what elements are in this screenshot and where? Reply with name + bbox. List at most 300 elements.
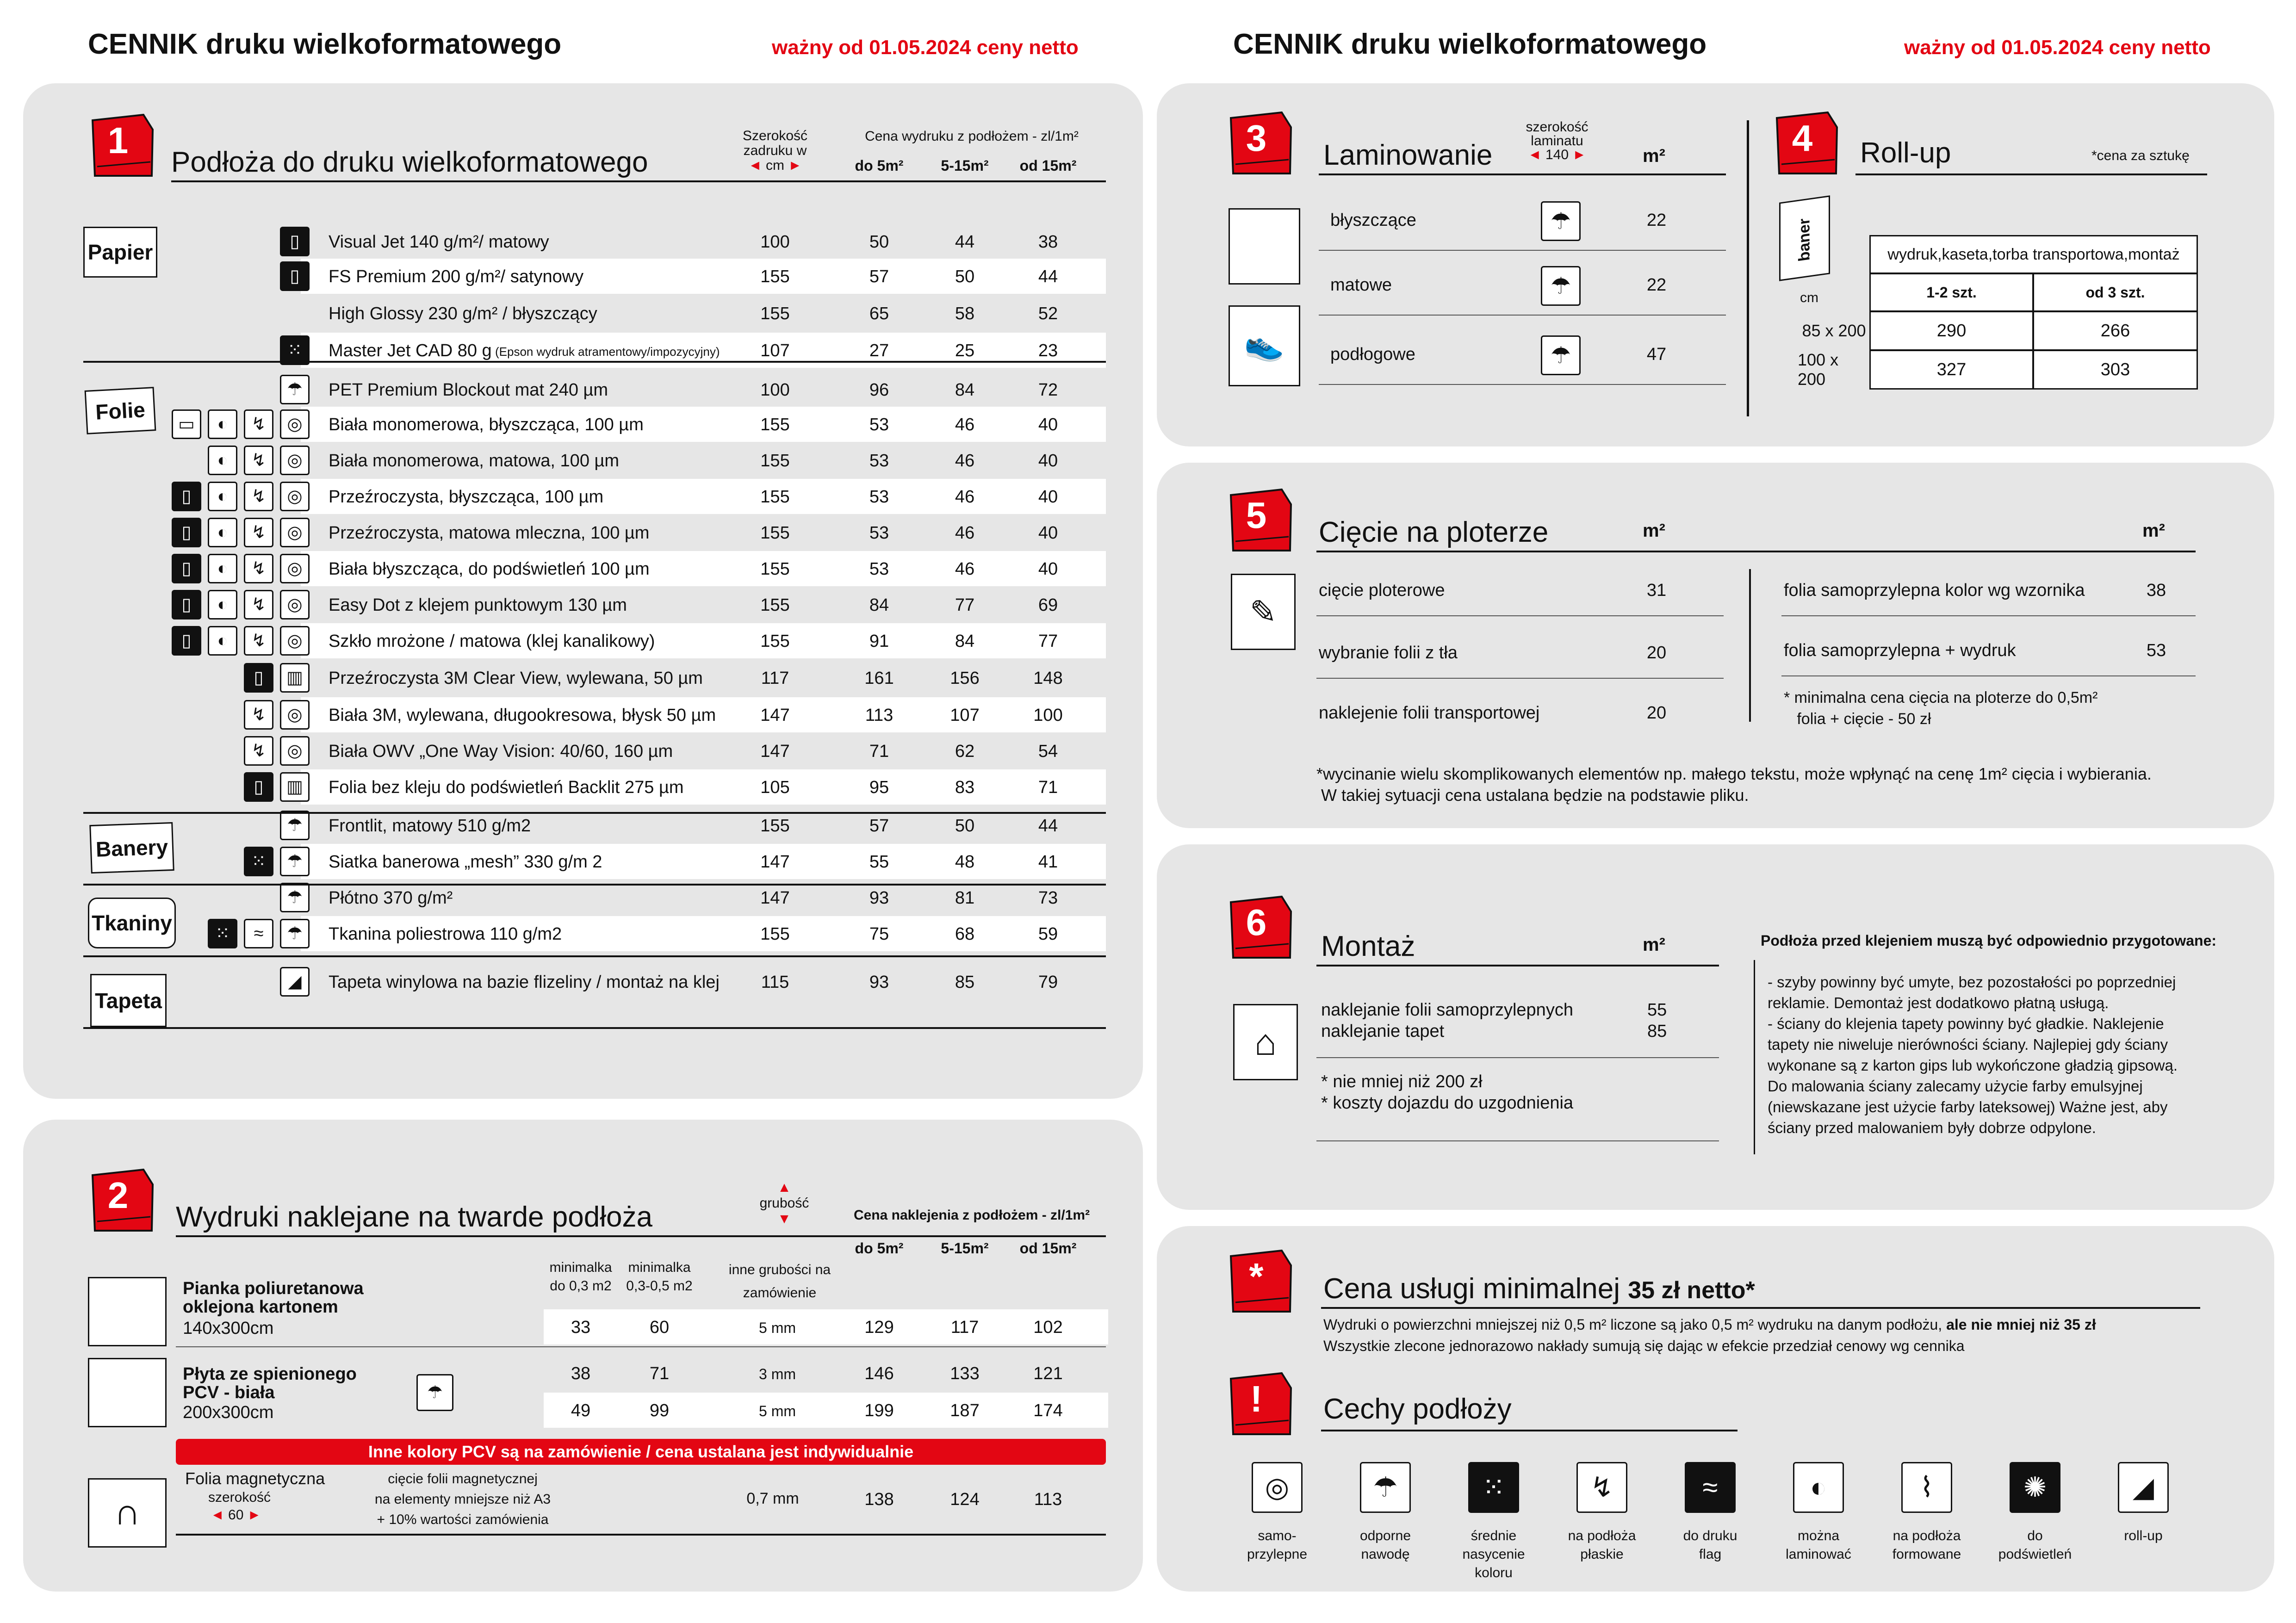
group-rule xyxy=(83,955,1106,957)
pvc5-p2: 187 xyxy=(950,1401,980,1420)
legend-item xyxy=(1876,1462,1978,1564)
substrate-width: 155 xyxy=(760,632,790,651)
s6-rule xyxy=(1316,965,1719,966)
substrate-feature-icon: ▯ xyxy=(244,772,273,802)
substrate-width: 155 xyxy=(760,924,790,944)
substrate-name: Visual Jet 140 g/m²/ matowy xyxy=(329,232,549,252)
substrate-feature-icon: ☂ xyxy=(280,919,310,948)
pvc5-thick: 5 mm xyxy=(759,1403,796,1419)
substrate-name: Folia bez kleju do podświetleń Backlit 275 µm xyxy=(329,778,684,797)
substrate-name: Przeźroczysta, matowa mleczna, 100 µm xyxy=(329,523,650,543)
pvc5-p3: 174 xyxy=(1033,1401,1063,1420)
price-od15: 40 xyxy=(1038,487,1058,507)
substrate-feature-icon: ◐ xyxy=(208,590,237,619)
foam-p1: 129 xyxy=(864,1318,894,1337)
pvc3-min2: 71 xyxy=(649,1364,670,1383)
pvc-board-icon xyxy=(88,1358,167,1427)
prep-text xyxy=(1768,972,2178,1138)
plotter-price: 53 xyxy=(2146,641,2166,660)
rollup-unit: cm xyxy=(1800,290,1818,305)
rollup-size: 100 x 200 xyxy=(1798,350,1839,389)
price-od15: 72 xyxy=(1038,380,1058,400)
legend-label: flag xyxy=(1699,1547,1722,1562)
price-5-15: 84 xyxy=(955,632,975,651)
rollup-size: 85 x 200 xyxy=(1802,321,1866,340)
backlit-icon: ✺ xyxy=(2010,1462,2060,1513)
section-8-badge: ! xyxy=(1226,1369,1296,1439)
substrate-feature-icon: ▯ xyxy=(280,261,310,291)
col-min2: minimalka 0,3-0,5 m2 xyxy=(626,1260,693,1294)
ladder-icon: ⌂ xyxy=(1233,1004,1298,1080)
substrate-subnote: (Epson wydruk atramentowy/impozycyjny) xyxy=(495,345,720,359)
price-do5: 53 xyxy=(869,451,889,471)
plotter-unit-right: m² xyxy=(2142,520,2165,541)
substrate-name: Tapeta winylowa na bazie flizeliny / montaż na klej xyxy=(329,973,720,992)
minimum-text: Wydruki o powierzchni mniejszej niż 0,5 m² liczone są jako 0,5 m² wydruku na danym podłożu, ale nie mniej niż 35 zł Wszystkie zlecone jednorazowo nakłady sumują się dając w efekcie przedział cenowy wg cennika xyxy=(1323,1316,2096,1354)
price-do5: 57 xyxy=(869,267,889,286)
s3-rule xyxy=(1319,173,1726,175)
price-od15: 40 xyxy=(1038,523,1058,543)
mag-rule xyxy=(176,1534,1106,1536)
price-do5: 53 xyxy=(869,415,889,434)
col-min1: minimalka do 0,3 m2 xyxy=(549,1260,612,1294)
prep-line: ściany przed malowaniem były dobrze odpylone. xyxy=(1768,1119,2096,1136)
substrate-width: 147 xyxy=(760,888,790,908)
adhesive-icon: ◎ xyxy=(1252,1462,1303,1513)
substrate-feature-icon: ⁙ xyxy=(280,335,310,365)
pvc-name: Płyta ze spienionego PCV - biała xyxy=(183,1364,357,1402)
foam-board-icon xyxy=(88,1277,167,1346)
section-4-badge: 4 xyxy=(1772,109,1842,178)
mag-width-label: szerokość xyxy=(208,1490,271,1505)
pvc5-min1: 49 xyxy=(571,1401,591,1420)
section-3-title: Laminowanie xyxy=(1323,139,1493,171)
section-5-title: Cięcie na ploterze xyxy=(1319,516,1549,548)
legend-label: płaskie xyxy=(1580,1547,1624,1562)
category-banery: Banery xyxy=(89,822,174,873)
panel-minimum xyxy=(1157,1226,2274,1592)
substrate-name: High Glossy 230 g/m² / błyszczący xyxy=(329,304,597,323)
price-do5: 55 xyxy=(869,852,889,872)
mounting-rows: naklejanie folii samoprzylepnych naklejanie tapet xyxy=(1321,1000,1573,1041)
pvc3-p2: 133 xyxy=(950,1364,980,1383)
plotter-rule xyxy=(1781,675,2196,676)
substrate-feature-icon: ↯ xyxy=(244,736,273,766)
price-od15: 54 xyxy=(1038,742,1058,761)
price-do5: 161 xyxy=(864,669,894,688)
panel-mounting xyxy=(1157,844,2274,1210)
shaped-surface-icon: ⌇ xyxy=(1901,1462,1952,1513)
laminate-name: matowe xyxy=(1330,275,1392,295)
legend-label: roll-up xyxy=(2124,1528,2163,1543)
s4-rule xyxy=(1855,173,2207,175)
plotter-price: 20 xyxy=(1646,703,1667,723)
plotter-rule xyxy=(1316,678,1724,679)
substrate-feature-icon: ◎ xyxy=(280,700,310,730)
group-rule xyxy=(83,884,1106,886)
substrate-width: 147 xyxy=(760,706,790,725)
mounting-unit: m² xyxy=(1643,935,1665,955)
plotter-service: wybranie folii z tła xyxy=(1319,643,1458,663)
substrate-feature-icon: ◎ xyxy=(280,446,310,475)
section-5-badge: 5 xyxy=(1226,486,1296,555)
substrate-name: Płótno 370 g/m² xyxy=(329,888,453,908)
pvc3-p1: 146 xyxy=(864,1364,894,1383)
price-do5: 113 xyxy=(865,706,894,725)
rollup-col2: od 3 szt. xyxy=(2033,273,2198,312)
rollup-note: *cena za sztukę xyxy=(2091,148,2190,163)
panel-substrates xyxy=(23,83,1143,1099)
col-price-header: Cena wydruku z podłożem - zl/1m² xyxy=(865,129,1079,144)
price-5-15: 85 xyxy=(955,973,975,992)
price-5-15: 156 xyxy=(950,669,980,688)
laminate-unit: m² xyxy=(1643,146,1665,166)
price-od15: 44 xyxy=(1038,816,1058,836)
section-7-title: Cena usługi minimalnej 35 zł netto* xyxy=(1323,1273,1755,1305)
price-do5: 93 xyxy=(869,888,889,908)
legend-item xyxy=(1551,1462,1653,1564)
substrate-feature-icon: ◢ xyxy=(280,967,310,997)
rollup-icon: baner xyxy=(1779,195,1830,281)
pvc-colors-note: Inne kolory PCV są na zamówienie / cena ustalana jest indywidualnie xyxy=(176,1439,1106,1465)
category-tapeta: Tapeta xyxy=(90,974,167,1027)
rollup-col1: 1-2 szt. xyxy=(1869,273,2034,312)
legend-label: odporne xyxy=(1359,1528,1411,1543)
price-5-15: 46 xyxy=(955,451,975,471)
laminate-name: podłogowe xyxy=(1330,345,1415,364)
price-5-15: 68 xyxy=(955,924,975,944)
laminate-rule xyxy=(1319,384,1726,385)
section-3-badge: 3 xyxy=(1226,109,1296,178)
mounting-prices: 55 85 xyxy=(1647,1000,1667,1041)
substrate-feature-icon: ▯ xyxy=(172,626,201,656)
substrate-feature-icon: ◐ xyxy=(208,626,237,656)
legend-label: na podłoża xyxy=(1568,1528,1636,1543)
price-do5: 71 xyxy=(869,742,889,761)
substrate-feature-icon: ▯ xyxy=(172,554,201,583)
price-5-15: 107 xyxy=(950,706,980,725)
rollup-price: 303 xyxy=(2033,350,2198,390)
col-thickness: ▲ grubość ▼ xyxy=(759,1180,809,1227)
prep-line: tapety nie niweluje nierówności ściany. Najlepiej gdy ściany xyxy=(1768,1036,2168,1053)
weatherproof-icon: ☂ xyxy=(416,1374,453,1411)
header-rule xyxy=(171,180,1106,182)
validity-left: ważny od 01.05.2024 ceny netto xyxy=(772,36,1079,59)
col-do5: do 5m² xyxy=(855,157,904,174)
price-5-15: 46 xyxy=(955,415,975,434)
pvc3-p3: 121 xyxy=(1033,1364,1063,1383)
price-od15: 23 xyxy=(1038,341,1058,360)
foam-thick: 5 mm xyxy=(759,1319,796,1336)
price-do5: 57 xyxy=(869,816,889,836)
rollup-price: 327 xyxy=(1869,350,2034,390)
saturation-icon: ⁙ xyxy=(1468,1462,1519,1513)
substrate-name: Tkanina poliestrowa 110 g/m2 xyxy=(329,924,562,944)
foam-size: 140x300cm xyxy=(183,1319,274,1338)
group-rule xyxy=(83,361,1106,363)
weatherproof-icon: ☂ xyxy=(1541,201,1581,241)
substrate-feature-icon: ☂ xyxy=(280,375,310,404)
substrate-feature-icon: ◐ xyxy=(208,482,237,511)
substrate-name: Przeźroczysta, błyszcząca, 100 µm xyxy=(329,487,604,507)
magnet-icon: ∩ xyxy=(88,1478,167,1548)
s5-rule xyxy=(1316,551,2196,552)
plotter-unit-left: m² xyxy=(1643,520,1665,541)
substrate-width: 105 xyxy=(760,778,790,797)
s2-rule xyxy=(176,1235,1106,1237)
substrate-name: Frontlit, matowy 510 g/m2 xyxy=(329,816,531,836)
substrate-width: 155 xyxy=(760,559,790,579)
legend-label: laminować xyxy=(1786,1547,1851,1562)
col-width-header: Szerokość zadruku w ◄ cm ► xyxy=(742,128,808,173)
plotter-service: naklejenie folii transportowej xyxy=(1319,703,1540,723)
price-5-15: 50 xyxy=(955,267,975,286)
col-od15: od 15m² xyxy=(1019,157,1077,174)
legend-item xyxy=(1443,1462,1545,1582)
s6-rule2 xyxy=(1316,1057,1719,1058)
section-2-title: Wydruki naklejane na twarde podłoża xyxy=(176,1201,652,1233)
legend-label: nawodę xyxy=(1361,1547,1410,1562)
substrate-width: 155 xyxy=(760,451,790,471)
price-do5: 53 xyxy=(869,559,889,579)
price-5-15: 84 xyxy=(955,380,975,400)
substrate-feature-icon: ☂ xyxy=(280,847,310,876)
price-do5: 91 xyxy=(869,632,889,651)
substrate-feature-icon: ▥ xyxy=(280,663,310,693)
price-do5: 95 xyxy=(869,778,889,797)
pvc3-min1: 38 xyxy=(571,1364,591,1383)
substrate-width: 155 xyxy=(760,523,790,543)
rollup-price: 290 xyxy=(1869,311,2034,351)
category-folie: Folie xyxy=(85,387,156,434)
weatherproof-icon: ☂ xyxy=(1360,1462,1411,1513)
substrate-width: 155 xyxy=(760,267,790,286)
substrate-width: 147 xyxy=(760,852,790,872)
roll-up-icon: ◢ xyxy=(2118,1462,2169,1513)
legend-label: na podłoża xyxy=(1893,1528,1961,1543)
substrate-name: Biała błyszcząca, do podświetleń 100 µm xyxy=(329,559,650,579)
substrate-name: Easy Dot z klejem punktowym 130 µm xyxy=(329,595,627,615)
prep-line: reklamie. Demontaż jest dodatkowo płatną usługą. xyxy=(1768,994,2109,1011)
price-5-15: 48 xyxy=(955,852,975,872)
price-5-15: 83 xyxy=(955,778,975,797)
prep-line: wykonane są z karton gips lub wykończone gładzią gipsową. xyxy=(1768,1057,2178,1074)
price-od15: 69 xyxy=(1038,595,1058,615)
weatherproof-icon: ☂ xyxy=(1541,335,1581,375)
substrate-width: 155 xyxy=(760,816,790,836)
prep-line: - szyby powinny być umyte, bez pozostałości po poprzedniej xyxy=(1768,973,2176,991)
substrate-feature-icon: ▭ xyxy=(172,409,201,439)
validity-right: ważny od 01.05.2024 ceny netto xyxy=(1904,36,2211,59)
substrate-feature-icon: ↯ xyxy=(244,554,273,583)
substrate-name: Biała 3M, wylewana, długookresowa, błysk 50 µm xyxy=(329,706,716,725)
panel-rigid xyxy=(23,1120,1143,1592)
substrate-name: PET Premium Blockout mat 240 µm xyxy=(329,380,608,400)
plotter-min-note: * minimalna cena cięcia na ploterze do 0,5m² folia + cięcie - 50 zł xyxy=(1784,689,2098,728)
substrate-feature-icon: ◎ xyxy=(280,518,310,547)
price-5-15: 46 xyxy=(955,559,975,579)
prep-line: - ściany do klejenia tapety powinny być gładkie. Naklejenie xyxy=(1768,1015,2164,1032)
price-od15: 52 xyxy=(1038,304,1058,323)
plotter-material: folia samoprzylepna kolor wg wzornika xyxy=(1784,581,2085,600)
substrate-feature-icon: ◐ xyxy=(208,409,237,439)
mag-p2: 124 xyxy=(950,1490,980,1509)
price-do5: 75 xyxy=(869,924,889,944)
substrate-feature-icon: ◎ xyxy=(280,554,310,583)
legend-label: koloru xyxy=(1475,1565,1513,1580)
legend-item xyxy=(1334,1462,1436,1564)
price-od15: 148 xyxy=(1033,669,1063,688)
price-5-15: 58 xyxy=(955,304,975,323)
foam-rule xyxy=(176,1346,1106,1347)
price-od15: 79 xyxy=(1038,973,1058,992)
legend-label: nasycenie xyxy=(1462,1547,1525,1562)
plotter-rule xyxy=(1781,615,2196,616)
price-od15: 73 xyxy=(1038,888,1058,908)
price-od15: 40 xyxy=(1038,451,1058,471)
substrate-name: Siatka banerowa „mesh” 330 g/m 2 xyxy=(329,852,602,872)
substrate-width: 155 xyxy=(760,487,790,507)
price-od15: 40 xyxy=(1038,559,1058,579)
mag-p3: 113 xyxy=(1034,1490,1062,1509)
glossy-icon xyxy=(1229,208,1300,285)
substrate-width: 155 xyxy=(760,304,790,323)
legend-label: do druku xyxy=(1683,1528,1738,1543)
substrate-feature-icon: ↯ xyxy=(244,518,273,547)
plotter-material: folia samoprzylepna + wydruk xyxy=(1784,641,2016,660)
plotter-rule xyxy=(1316,615,1724,616)
substrate-name: Szkło mrożone / matowa (klej kanalikowy) xyxy=(329,632,655,651)
price-do5: 53 xyxy=(869,487,889,507)
foam-p2: 117 xyxy=(950,1318,979,1337)
section-1-badge: 1 xyxy=(88,111,157,180)
substrate-feature-icon: ⁙ xyxy=(208,919,237,948)
price-od15: 71 xyxy=(1038,778,1058,797)
substrate-feature-icon: ☂ xyxy=(280,811,310,840)
page-title-right: CENNIK druku wielkoformatowego xyxy=(1233,28,1707,60)
section-7-badge: * xyxy=(1226,1247,1296,1316)
foam-min2: 60 xyxy=(649,1318,670,1337)
group-rule xyxy=(83,812,1106,814)
price-od15: 41 xyxy=(1038,852,1058,872)
legend-label: średnie xyxy=(1471,1528,1517,1543)
laminate-price: 22 xyxy=(1646,211,1667,230)
price-do5: 50 xyxy=(869,232,889,252)
plotter-footnote: *wycinanie wielu skomplikowanych elementów np. małego tekstu, może wpłynąć na cenę 1m² cięcia i wybierania. W takiej sytuacji cena ustalana będzie na podstawie pliku. xyxy=(1316,764,2152,805)
plotter-price: 31 xyxy=(1646,581,1667,600)
substrate-feature-icon: ▯ xyxy=(172,482,201,511)
legend-item xyxy=(1768,1462,1869,1564)
flat-surface-icon: ↯ xyxy=(1576,1462,1627,1513)
substrate-feature-icon: ◎ xyxy=(280,590,310,619)
section-4-title: Roll-up xyxy=(1860,137,1951,169)
s2-col-price: Cena naklejenia z podłożem - zl/1m² xyxy=(853,1208,1090,1223)
s3-s4-divider xyxy=(1747,120,1749,416)
s5-divider xyxy=(1749,569,1751,722)
substrate-feature-icon: ↯ xyxy=(244,446,273,475)
substrate-feature-icon: ▯ xyxy=(172,518,201,547)
price-od15: 40 xyxy=(1038,415,1058,434)
substrate-feature-icon: ☂ xyxy=(280,883,310,912)
price-5-15: 46 xyxy=(955,487,975,507)
legend-item xyxy=(1226,1462,1328,1564)
s2-col-5-15: 5-15m² xyxy=(941,1240,989,1257)
s7-rule xyxy=(1321,1307,2200,1309)
price-5-15: 62 xyxy=(955,742,975,761)
plotter-service: cięcie ploterowe xyxy=(1319,581,1445,600)
price-do5: 65 xyxy=(869,304,889,323)
legend-item xyxy=(1659,1462,1761,1564)
substrate-feature-icon: ↯ xyxy=(244,482,273,511)
legend-label: można xyxy=(1797,1528,1840,1543)
plotter-price: 38 xyxy=(2146,581,2166,600)
substrate-feature-icon: ◐ xyxy=(208,518,237,547)
price-5-15: 25 xyxy=(955,341,975,360)
substrate-width: 115 xyxy=(761,973,789,992)
substrate-feature-icon: ◎ xyxy=(280,736,310,766)
section-6-badge: 6 xyxy=(1226,893,1296,962)
substrate-name: Biała monomerowa, matowa, 100 µm xyxy=(329,451,620,471)
s6-divider xyxy=(1754,960,1755,1154)
substrate-feature-icon: ▥ xyxy=(280,772,310,802)
legend-label: przylepne xyxy=(1247,1547,1308,1562)
substrate-width: 100 xyxy=(760,232,790,252)
laminate-icon: ◐ xyxy=(1793,1462,1844,1513)
prep-title: Podłoża przed klejeniem muszą być odpowiednio przygotowane: xyxy=(1761,932,2217,949)
foam-name: Pianka poliuretanowa oklejona kartonem xyxy=(183,1279,364,1317)
substrate-feature-icon: ↯ xyxy=(244,590,273,619)
section-6-title: Montaż xyxy=(1321,930,1415,962)
mounting-notes: * nie mniej niż 200 zł * koszty dojazdu do uzgodnienia xyxy=(1321,1072,1574,1113)
section-2-badge: 2 xyxy=(88,1166,157,1235)
price-5-15: 50 xyxy=(955,816,975,836)
plotter-price: 20 xyxy=(1646,643,1667,663)
mag-p1: 138 xyxy=(864,1490,894,1509)
s2-col-do5: do 5m² xyxy=(855,1240,904,1257)
flag-icon: ≈ xyxy=(1685,1462,1736,1513)
substrate-feature-icon: ◐ xyxy=(208,446,237,475)
legend-label: samo- xyxy=(1258,1528,1297,1543)
mag-name: Folia magnetyczna xyxy=(185,1469,325,1488)
legend-label: formowane xyxy=(1892,1547,1961,1562)
section-8-title: Cechy podłoży xyxy=(1323,1393,1512,1425)
section-1-title: Podłoża do druku wielkoformatowego xyxy=(171,146,648,178)
substrate-feature-icon: ◐ xyxy=(208,554,237,583)
substrate-name: Biała monomerowa, błyszcząca, 100 µm xyxy=(329,415,644,434)
legend-item xyxy=(2092,1462,2194,1545)
mag-width: ◄ 60 ► xyxy=(211,1507,261,1523)
substrate-name: Przeźroczysta 3M Clear View, wylewana, 50 µm xyxy=(329,669,703,688)
shoe-icon: 👟 xyxy=(1229,305,1300,386)
substrate-width: 155 xyxy=(760,415,790,434)
substrate-feature-icon: ▯ xyxy=(172,590,201,619)
substrate-feature-icon: ↯ xyxy=(244,626,273,656)
substrate-feature-icon: ◎ xyxy=(280,409,310,439)
pvc5-p1: 199 xyxy=(864,1401,894,1420)
substrate-width: 117 xyxy=(761,669,789,688)
pvc-size: 200x300cm xyxy=(183,1403,274,1422)
laminate-price: 47 xyxy=(1646,345,1667,364)
price-od15: 59 xyxy=(1038,924,1058,944)
group-rule xyxy=(83,1027,1106,1029)
prep-line: Do malowania ściany zalecamy użycie farby emulsyjnej xyxy=(1768,1078,2143,1095)
laminate-width-header: szerokość laminatu ◄ 140 ► xyxy=(1526,119,1589,162)
price-5-15: 77 xyxy=(955,595,975,615)
price-do5: 84 xyxy=(869,595,889,615)
s8-rule xyxy=(1321,1430,1738,1431)
price-5-15: 46 xyxy=(955,523,975,543)
cutter-icon: ✎ xyxy=(1231,574,1296,650)
